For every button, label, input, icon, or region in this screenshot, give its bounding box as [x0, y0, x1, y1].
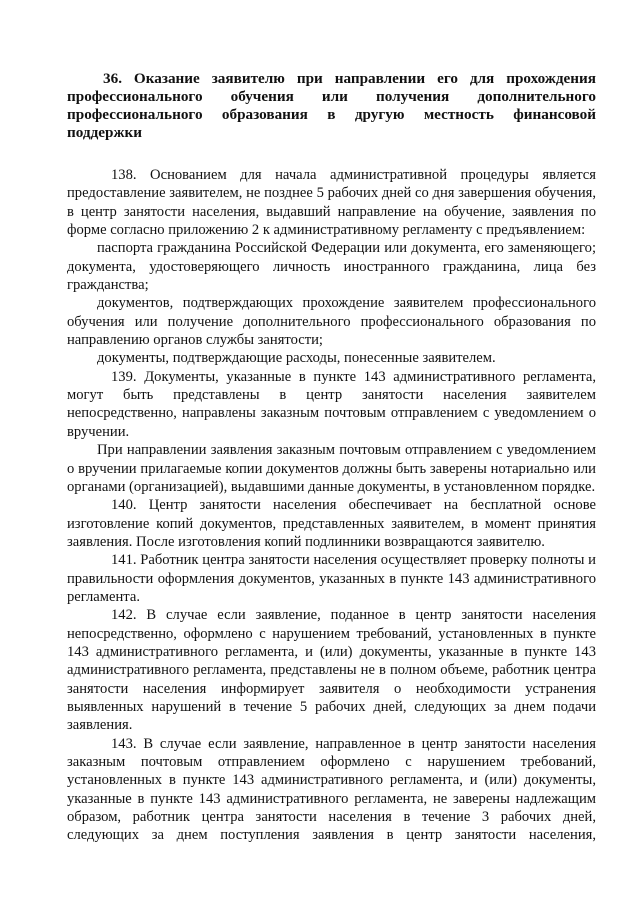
document-page [67, 70, 596, 845]
paragraph-140: 140. Центр занятости населения обеспечивает на бесплатной основе изготовление копий документов, представленных заявителем, в момент принятия заявления. После изготовления копий подлинники возвращаются заявителю. [67, 497, 596, 550]
paragraph-training-documents: документов, подтверждающих прохождение заявителем профессионального обучения или получение дополнительного профессионального образования по направлению органов службы занятости; [67, 295, 596, 349]
section-heading: 36. Оказание заявителю при направлении его для прохождения профессионального обучения или получения дополнительного профессионального образования в другую местность финансовой поддержки [67, 70, 596, 141]
paragraph-passport: паспорта гражданина Российской Федерации или документа, его заменяющего; документа, удостоверяющего личность иностранного гражданина, лица без гражданства; [67, 240, 596, 294]
paragraph-138: 138. Основанием для начала административной процедуры является предоставление заявителем, не позднее 5 рабочих дней со дня завершения обучения, в центр занятости населения, выдавший направление на обучение, заявления по форме согласно приложению 2 к административному регламенту с предъявлением: [67, 167, 596, 239]
paragraph-expense-documents: документы, подтверждающие расходы, понесенные заявителем. [97, 350, 496, 367]
paragraph-142: 142. В случае если заявление, поданное в центр занятости населения непосредственно, оформлено с нарушением требований, установленных в пункте 143 административного регламента, и (или) документы, указанные в пункте 143 административного регламента, представлены не в полном объеме, работник центра занятости населения информирует заявителя о необходимости устранения выявленных нарушений в течение 5 рабочих дней, следующих за днем подачи заявления. [67, 607, 596, 734]
paragraph-141: 141. Работник центра занятости населения осуществляет проверку полноты и правильности оформления документов, указанных в пункте 143 административного регламента. [67, 552, 596, 605]
paragraph-143: 143. В случае если заявление, направленное в центр занятости населения заказным почтовым отправлением оформлено с нарушением требований, установленных в пункте 143 административного регламента, и (или) документы, указанные в пункте 143 административного регламента, не заверены надлежащим образом, работник центра занятости населения в течение 3 рабочих дней, следующих за днем поступления заявления в центр занятости населения, [67, 735, 596, 844]
paragraph-139: 139. Документы, указанные в пункте 143 административного регламента, могут быть представлены в центр занятости населения заявителем непосредственно, направлены заказным почтовым отправлением с уведомлением о вручении. [67, 368, 596, 440]
paragraph-postal-submission: При направлении заявления заказным почтовым отправлением с уведомлением о вручении прилагаемые копии документов должны быть заверены нотариально или органами (организацией), выдавшими данные документы, в установленном порядке. [67, 442, 596, 495]
